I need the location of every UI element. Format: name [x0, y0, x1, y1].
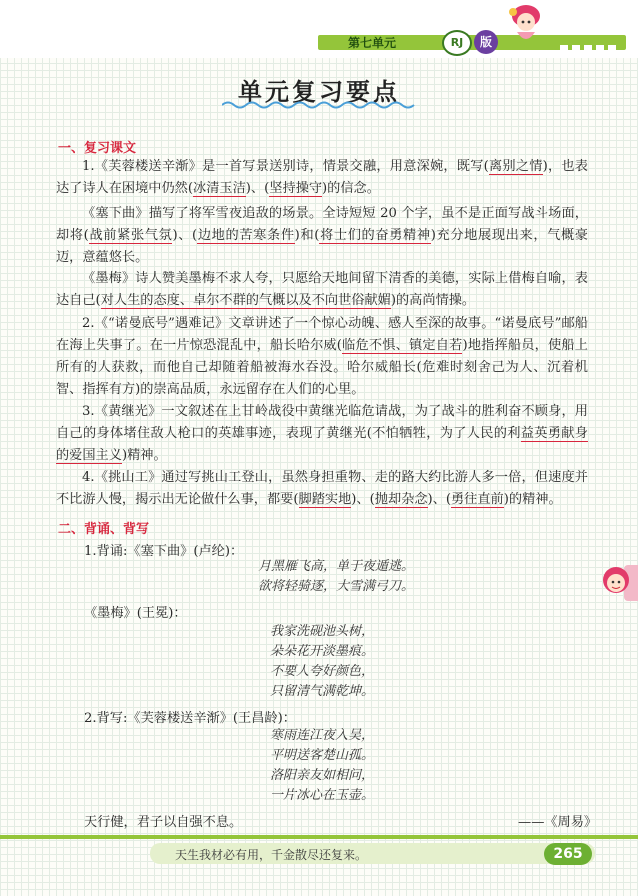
recite-item-momei: 《墨梅》(王冕)：: [84, 606, 187, 621]
paragraph-normandy: [56, 313, 588, 401]
rj-badge: RJ: [442, 30, 472, 56]
paragraph-momei: [56, 268, 588, 312]
poem-line: 欲将轻骑逐，大雪满弓刀。: [258, 579, 415, 594]
recite-item-2: 2.背写:《芙蓉楼送辛渐》(王昌龄)：: [84, 711, 296, 726]
poem-line: 洛阳亲友如相问，: [270, 768, 375, 783]
text: )，也表达了诗人在困境中仍然(: [56, 159, 588, 196]
poem-line: 朵朵花开淡墨痕。: [270, 644, 375, 659]
poem-furonglou: [270, 726, 374, 806]
text: 3.《黄继光》一文叙述在上甘岭战役中黄继光临危请战，为了战斗的胜利奋不顾身，用自己的身体堵住敌人枪口的英雄事迹，表现了黄继光(不怕牺牲，为了人民的利: [56, 404, 588, 441]
answer: 勇往直前: [451, 492, 504, 507]
answer: 抛却杂念: [374, 492, 428, 507]
text: 1.《芙蓉楼送辛渐》是一首写景送别诗，情景交融，用意深婉，既写(: [82, 159, 489, 174]
poem-momei: [270, 622, 374, 702]
title-wave-decoration: [222, 100, 418, 110]
answer: 边地的苦寒条件: [197, 228, 295, 243]
paragraph-saixiaqu: [56, 203, 588, 269]
text: )地指挥船员，使船上所有的人获救，而他自己却随着船被海水吞没。哈尔威船长(危难时刻舍己为人、沉着机智、指挥有方)的崇高品质，永远留存在人们的心里。: [56, 338, 588, 397]
text: )、(: [351, 492, 375, 507]
poem-line: 一片冰心在玉壶。: [270, 788, 375, 803]
text: )充分地展现出来，气概豪迈，意蕴悠长。: [56, 228, 588, 265]
kid-mascot-icon: [598, 562, 634, 602]
page-number: 265: [544, 843, 592, 865]
section-heading-recite: 二、背诵、背写: [58, 522, 150, 537]
text: )的高尚情操。: [390, 293, 476, 308]
text: )、(: [245, 181, 270, 196]
answer: 坚持操守: [269, 181, 323, 196]
answer: 将士们的奋勇精神: [319, 228, 431, 243]
page-title: 单元复习要点: [238, 78, 400, 106]
text: )的信念。: [322, 181, 380, 196]
text: )和(: [294, 228, 320, 243]
text: 《墨梅》诗人赞美墨梅不求人夸，只愿给天地间留下清香的美德，实际上借梅自喻，表达自己(: [56, 271, 588, 308]
answer: 益英勇献身的爱国主义: [56, 426, 588, 463]
motto-quote: 天行健，君子以自强不息。: [84, 815, 243, 830]
answer: 战前紧张气氛: [88, 228, 173, 243]
girl-mascot-icon: [505, 2, 547, 50]
section-heading-review: 一、复习课文: [58, 141, 137, 156]
answer: 对人生的态度、卓尔不群的气概以及不向世俗献媚: [100, 293, 391, 308]
poem-line: 月黑雁飞高，单于夜遁逃。: [258, 559, 415, 574]
paragraph-tiaoshangong: [56, 467, 588, 511]
answer: 冰清玉洁: [193, 181, 246, 196]
edition-badge: 版: [474, 30, 498, 54]
answer: 临危不惧、镇定自若: [341, 338, 463, 353]
footer-divider: [0, 835, 638, 839]
answer: 脚踏实地: [298, 492, 352, 507]
motto-source: ——《周易》: [518, 815, 598, 830]
text: )、(: [427, 492, 451, 507]
text: 《塞下曲》描写了将军雪夜追敌的场景。全诗短短 20 个字，虽不是正面写战斗场面，却将(: [56, 206, 588, 243]
recite-item-1: 1.背诵:《塞下曲》(卢纶)：: [84, 544, 244, 559]
text: )、(: [172, 228, 198, 243]
poem-line: 寒雨连江夜入吴，: [270, 728, 375, 743]
decorative-squares: [560, 38, 620, 57]
paragraph-furonglou: [56, 156, 588, 200]
text: )的精神。: [503, 492, 562, 507]
paragraph-huangjiguang: [56, 401, 588, 467]
poem-line: 只留清气满乾坤。: [270, 684, 375, 699]
answer: 离别之情: [488, 159, 543, 174]
text: 2.《“诺曼底号”遇难记》文章讲述了一个惊心动魄、感人至深的故事。“诺曼底号”邮船在海上失事了。在一片惊恐混乱中，船长哈尔威(: [56, 316, 588, 353]
poem-line: 我家洗砚池头树，: [270, 624, 375, 639]
poem-saixiaqu: [258, 557, 414, 597]
text: 4.《挑山工》通过写挑山工登山，虽然身担重物、走的路大约比游人多一倍，但速度并不比游人慢，揭示出无论做什么事，都要(: [56, 470, 588, 507]
text: )精神。: [121, 448, 167, 463]
unit-label: 第七单元: [348, 36, 397, 50]
footer-motto: 天生我材必有用，千金散尽还复来。: [175, 848, 368, 862]
poem-line: 平明送客楚山孤。: [270, 748, 375, 763]
poem-line: 不要人夸好颜色，: [270, 664, 375, 679]
